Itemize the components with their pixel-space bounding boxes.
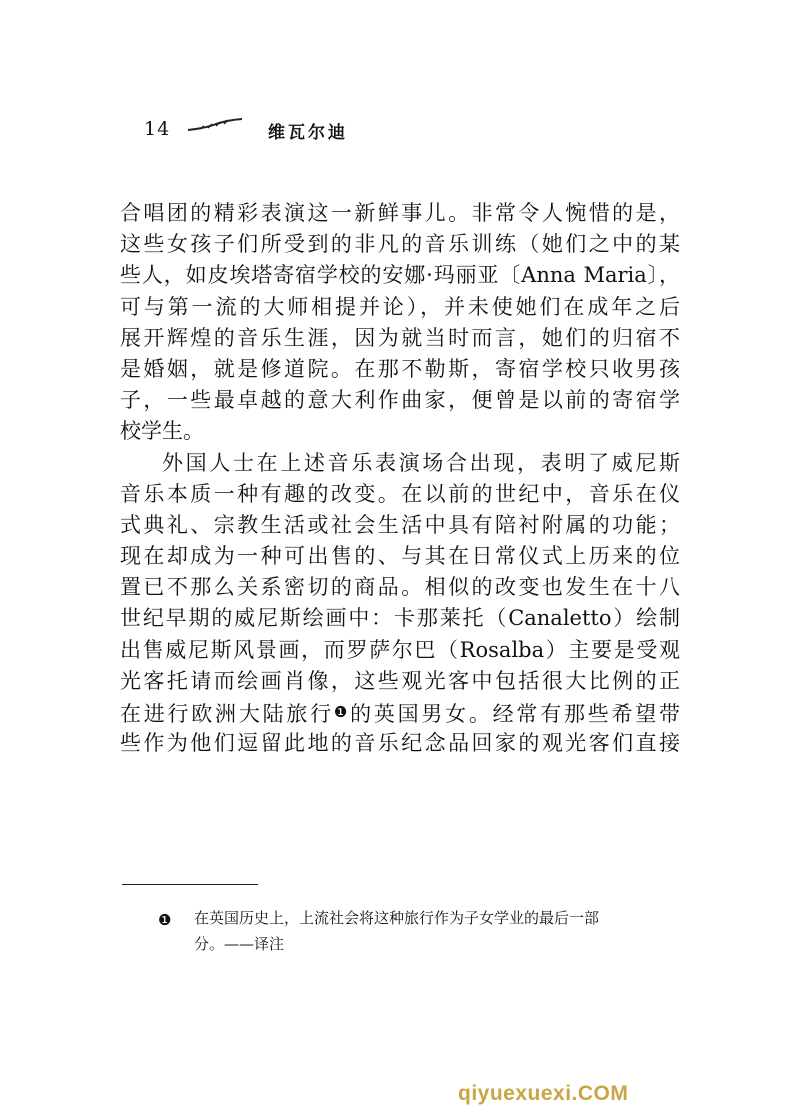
paragraph-2 bbox=[120, 448, 680, 760]
footnote-reference[interactable]: ❶ bbox=[333, 703, 351, 721]
text-line: 是婚姻，就是修道院。在那不勒斯，寄宿学校只收男孩 bbox=[120, 356, 680, 381]
paragraph-1 bbox=[120, 198, 680, 448]
text-line: 这些女孩子们所受到的非凡的音乐训练（她们之中的某 bbox=[120, 232, 680, 257]
text-line: 子，一些最卓越的意大利作曲家，便曾是以前的寄宿学 bbox=[120, 388, 680, 413]
text-line: 音乐本质一种有趣的改变。在以前的世纪中，音乐在仪 bbox=[120, 481, 680, 506]
text-segment: 的英国男女。经常有那些希望带 bbox=[350, 702, 680, 726]
text-line: 展开辉煌的音乐生涯，因为就当时而言，她们的归宿不 bbox=[120, 325, 680, 350]
text-line: 世纪早期的威尼斯绘画中：卡那莱托（Canaletto）绘制 bbox=[120, 606, 680, 631]
watermark-logo: qiyuexuexi.COM bbox=[458, 1082, 629, 1105]
footnote-mark: ❶ bbox=[158, 911, 172, 929]
text-line: 光客托请而绘画肖像，这些观光客中包括很大比例的正 bbox=[120, 668, 680, 693]
text-line: 校学生。 bbox=[120, 419, 204, 444]
text-line: 些人，如皮埃塔寄宿学校的安娜·玛丽亚〔Anna Maria〕， bbox=[120, 263, 680, 288]
text-line: 出售威尼斯风景画，而罗萨尔巴（Rosalba）主要是受观 bbox=[120, 637, 680, 662]
footnote-line: 分。——译注 bbox=[194, 935, 285, 953]
text-line: 式典礼、宗教生活或社会生活中具有陪衬附属的功能； bbox=[120, 512, 680, 537]
text-line: 外国人士在上述音乐表演场合出现，表明了威尼斯 bbox=[162, 450, 680, 475]
text-line: 现在却成为一种可出售的、与其在日常仪式上历来的位 bbox=[120, 544, 680, 569]
ornament-icon bbox=[186, 118, 244, 132]
text-line: 合唱团的精彩表演这一新鲜事儿。非常令人惋惜的是， bbox=[120, 201, 680, 225]
body-text bbox=[120, 198, 680, 759]
page-number: 14 bbox=[144, 118, 171, 140]
footnote bbox=[158, 905, 682, 957]
footnote-line: 在英国历史上，上流社会将这种旅行作为子女学业的最后一部 bbox=[194, 909, 600, 927]
footnote-divider bbox=[122, 884, 258, 885]
text-line: 些作为他们逗留此地的音乐纪念品回家的观光客们直接 bbox=[120, 731, 680, 756]
text-segment: 在进行欧洲大陆旅行 bbox=[120, 702, 334, 726]
text-line: 置已不那么关系密切的商品。相似的改变也发生在十八 bbox=[120, 575, 680, 600]
text-line: 可与第一流的大师相提并论），并未使她们在成年之后 bbox=[120, 294, 680, 319]
running-title: 维瓦尔迪 bbox=[268, 123, 348, 143]
text-line bbox=[120, 697, 680, 728]
